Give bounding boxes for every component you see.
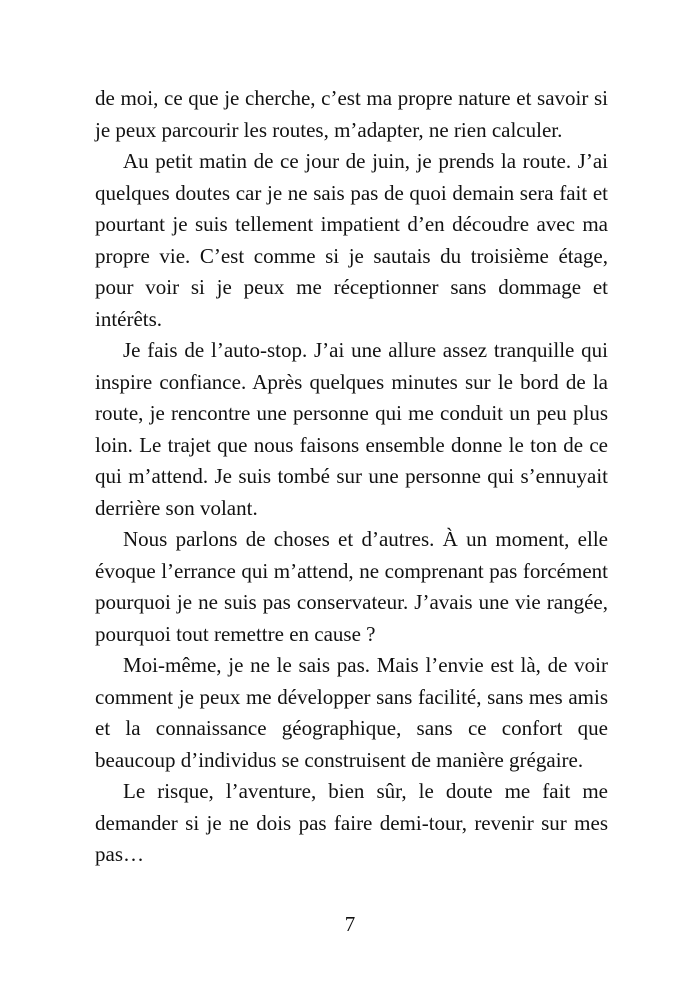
page-number: 7	[344, 912, 356, 936]
body-text	[95, 83, 608, 871]
paragraph-hitchhiking: Je fais de l’auto-stop. J’ai une allure assez tranquille qui inspire confiance. Après quelques minutes sur le bord de la route, je rencontre une personne qui me conduit un peu plus loin. Le trajet que nous faisons ensemble donne le ton de ce qui m’attend. Je suis tombé sur une personne qui s’ennuyait derrière son volant.	[95, 338, 608, 520]
paragraph-conversation: Nous parlons de choses et d’autres. À un moment, elle évoque l’errance qui m’attend, ne comprenant pas forcément pourquoi je ne suis pas conservateur. J’avais une vie rangée, pourquoi tout remettre en cause ?	[95, 527, 608, 646]
paragraph-doubt: Le risque, l’aventure, bien sûr, le doute me fait me demander si je ne dois pas faire demi-tour, revenir sur mes pas…	[95, 779, 608, 866]
paragraph-morning-departure: Au petit matin de ce jour de juin, je prends la route. J’ai quelques doutes car je ne sais pas de quoi demain sera fait et pourtant je suis tellement impatient d’en découdre avec ma propre vie. C’est comme si je sautais du troisième étage, pour voir si je peux me réceptionner sans dommage et intérêts.	[95, 149, 608, 331]
paragraph-continued: de moi, ce que je cherche, c’est ma propre nature et savoir si je peux parcourir les routes, m’adapter, ne rien calculer.	[95, 86, 608, 142]
paragraph-self-reflection: Moi-même, je ne le sais pas. Mais l’envie est là, de voir comment je peux me développer sans facilité, sans mes amis et la connaissance géographique, sans ce confort que beaucoup d’individus se construisent de manière grégaire.	[95, 653, 608, 772]
